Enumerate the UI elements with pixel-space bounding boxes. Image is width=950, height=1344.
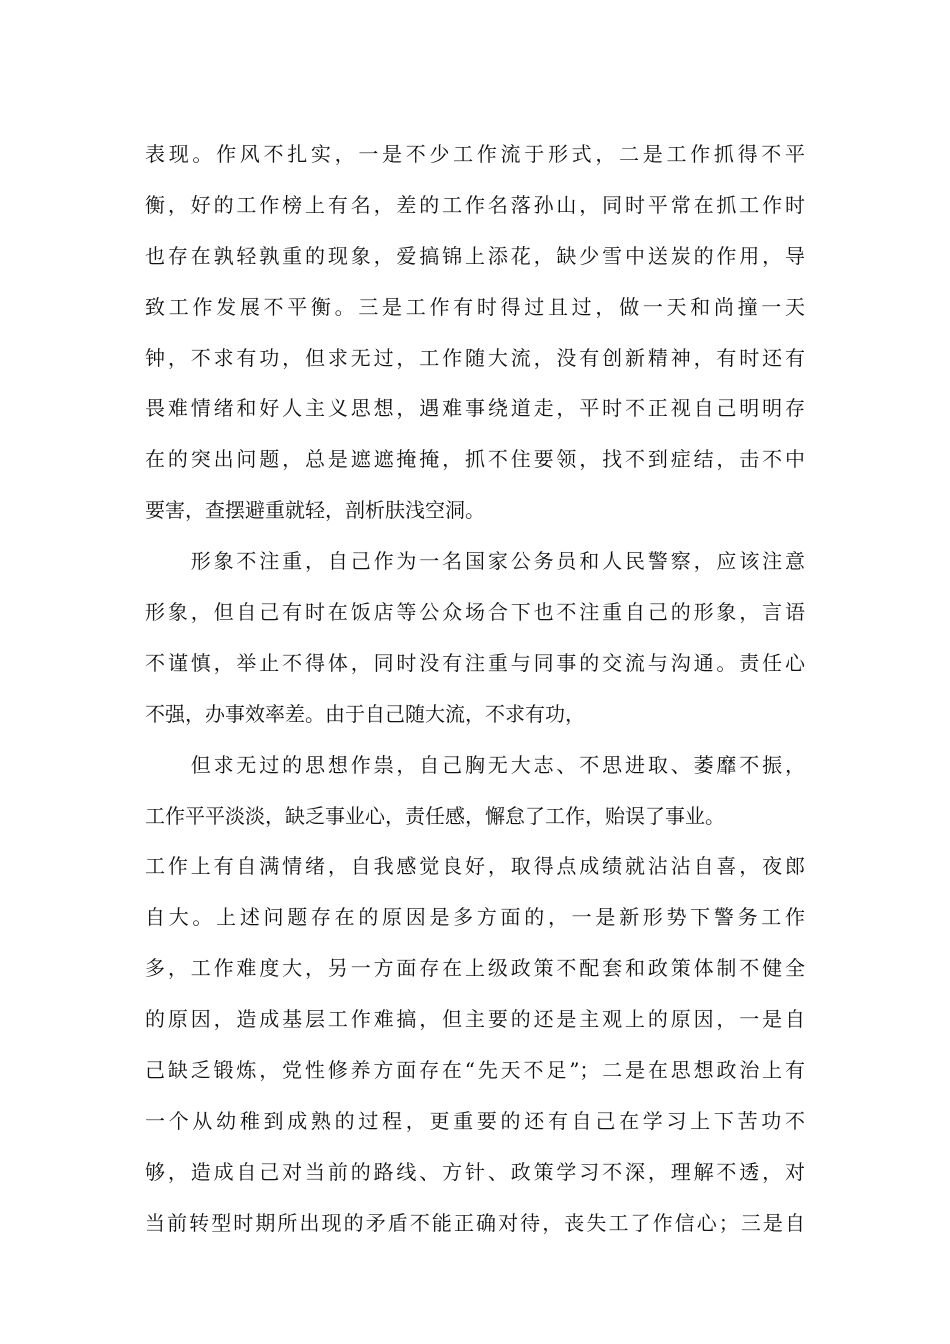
text-line: 工作上有自满情绪，自我感觉良好，取得点成绩就沾沾自喜，夜郎 [145,854,805,879]
text-line: 畏难情绪和好人主义思想，遇难事绕道走，平时不正视自己明明存 [145,396,805,421]
text-line: 自大。上述问题存在的原因是多方面的，一是新形势下警务工作 [145,905,805,930]
text-line: 不强，办事效率差。由于自己随大流，不求有功， [145,701,585,726]
text-line: 当前转型时期所出现的矛盾不能正确对待，丧失工了作信心；三是自 [145,1210,805,1235]
text-line: 也存在孰轻孰重的现象，爱搞锦上添花，缺少雪中送炭的作用，导 [145,243,805,268]
text-line: 形象不注重，自己作为一名国家公务员和人民警察，应该注意 [145,549,805,574]
body-text [145,129,805,1249]
text-line: 致工作发展不平衡。三是工作有时得过且过，做一天和尚撞一天 [145,294,805,319]
text-line: 但求无过的思想作祟，自己胸无大志、不思进取、萎靡不振， [145,752,805,777]
text-line: 要害，查摆避重就轻，剖析肤浅空洞。 [145,498,485,523]
text-line: 钟，不求有功，但求无过，工作随大流，没有创新精神，有时还有 [145,345,805,370]
text-line: 多，工作难度大，另一方面存在上级政策不配套和政策体制不健全 [145,956,805,981]
text-line: 不谨慎，举止不得体，同时没有注重与同事的交流与沟通。责任心 [145,650,805,675]
text-line: 工作平平淡淡，缺乏事业心，责任感，懈怠了工作，贻误了事业。 [145,803,725,828]
text-line: 够，造成自己对当前的路线、方针、政策学习不深，理解不透，对 [145,1159,805,1184]
text-line: 形象，但自己有时在饭店等公众场合下也不注重自己的形象，言语 [145,600,805,625]
text-line: 衡，好的工作榜上有名，差的工作名落孙山，同时平常在抓工作时 [145,192,805,217]
text-line: 在的突出问题，总是遮遮掩掩，抓不住要领，找不到症结，击不中 [145,447,805,472]
text-line: 一个从幼稚到成熟的过程，更重要的还有自己在学习上下苦功不 [145,1108,805,1133]
text-line: 表现。作风不扎实，一是不少工作流于形式，二是工作抓得不平 [145,142,805,166]
text-line: 己缺乏锻炼，党性修养方面存在“先天不足”；二是在思想政治上有 [145,1058,805,1083]
text-line: 的原因，造成基层工作难搞，但主要的还是主观上的原因，一是自 [145,1007,805,1032]
